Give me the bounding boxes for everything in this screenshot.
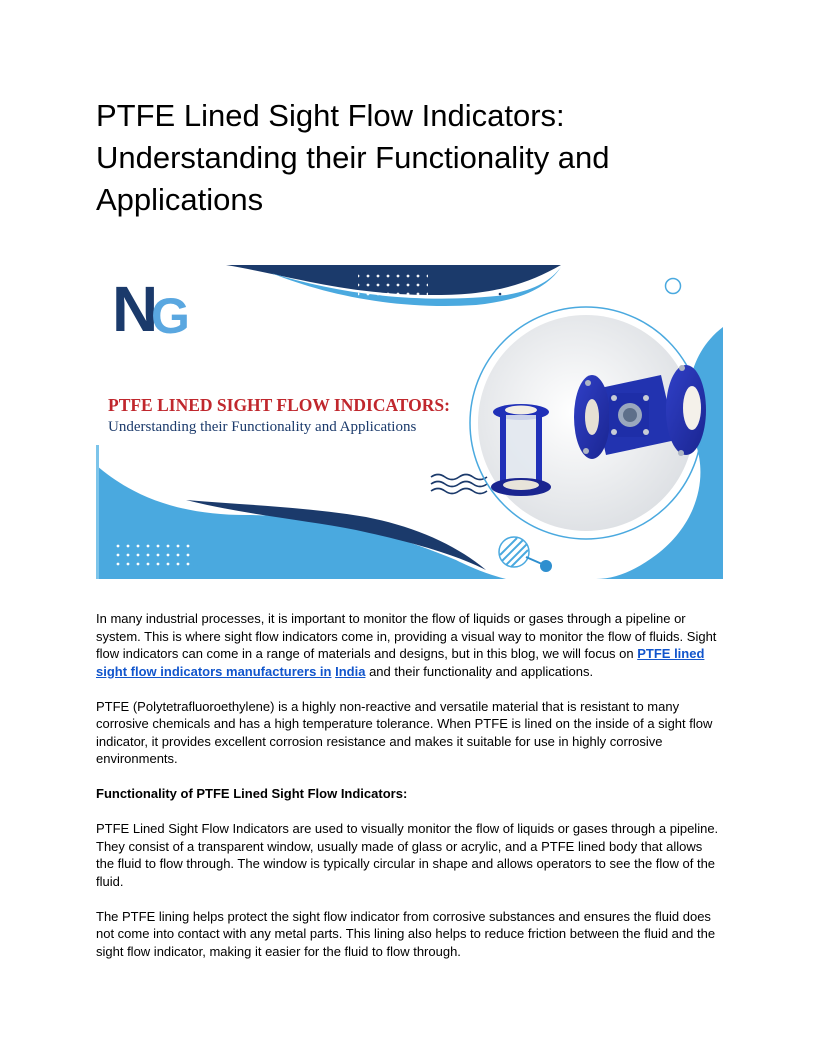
banner-image [96,265,723,579]
striped-circle-icon [499,537,552,572]
paragraph-lining: The PTFE lining helps protect the sight flow indicator from corrosive substances and ensures the fluid does not come into contact with any metal parts. This lining also helps to reduce friction between the fluid and the sight flow indicator, making it easier for the fluid to flow through. [96,908,716,959]
banner-subheadline: Understanding their Functionality and Applications [108,419,417,435]
document-title: PTFE Lined Sight Flow Indicators: Understanding their Functionality and Applications [96,98,610,217]
wave-lines-icon [431,475,487,494]
link-india[interactable]: India [335,663,366,679]
deco-ring-top [666,279,681,294]
paragraph-intro: In many industrial processes, it is important to monitor the flow of liquids or gases through a pipeline or system. This is where sight flow indicators come in, providing a visual way to monitor the flow of fluids. Sight flow indicators can come in a range of materials and designs, but in this blog, we will focus on PTFE lined sight flow indicators manufacturers in India and their functionality and applications. [96,611,717,679]
ng-logo [112,273,190,345]
heading-functionality: Functionality of PTFE Lined Sight Flow Indicators: [96,786,408,801]
article-body [96,610,721,978]
small-sight-glass [491,404,551,496]
svg-text:N: N [112,273,153,345]
link-ptfe-manufacturers[interactable]: PTFE lined sight flow indicators manufacturers in [96,646,705,679]
paragraph-functionality: PTFE Lined Sight Flow Indicators are used to visually monitor the flow of liquids or gases through a pipeline. They consist of a transparent window, usually made of glass or acrylic, and a PTFE lined body that allows the fluid to flow through. The window is typically circular in shape and allows operators to see the flow of the fluid. [96,821,719,889]
banner-headline: PTFE LINED SIGHT FLOW INDICATORS: [108,395,450,415]
paragraph-ptfe: PTFE (Polytetrafluoroethylene) is a highly non-reactive and versatile material that is resistant to many corrosive chemicals and has a high temperature tolerance. When PTFE is lined on the inside of a sight flow indicator, it provides excellent corrosion resistance and makes it suitable for use in highly corrosive environments. [96,698,713,766]
svg-text:G: G [151,288,190,344]
